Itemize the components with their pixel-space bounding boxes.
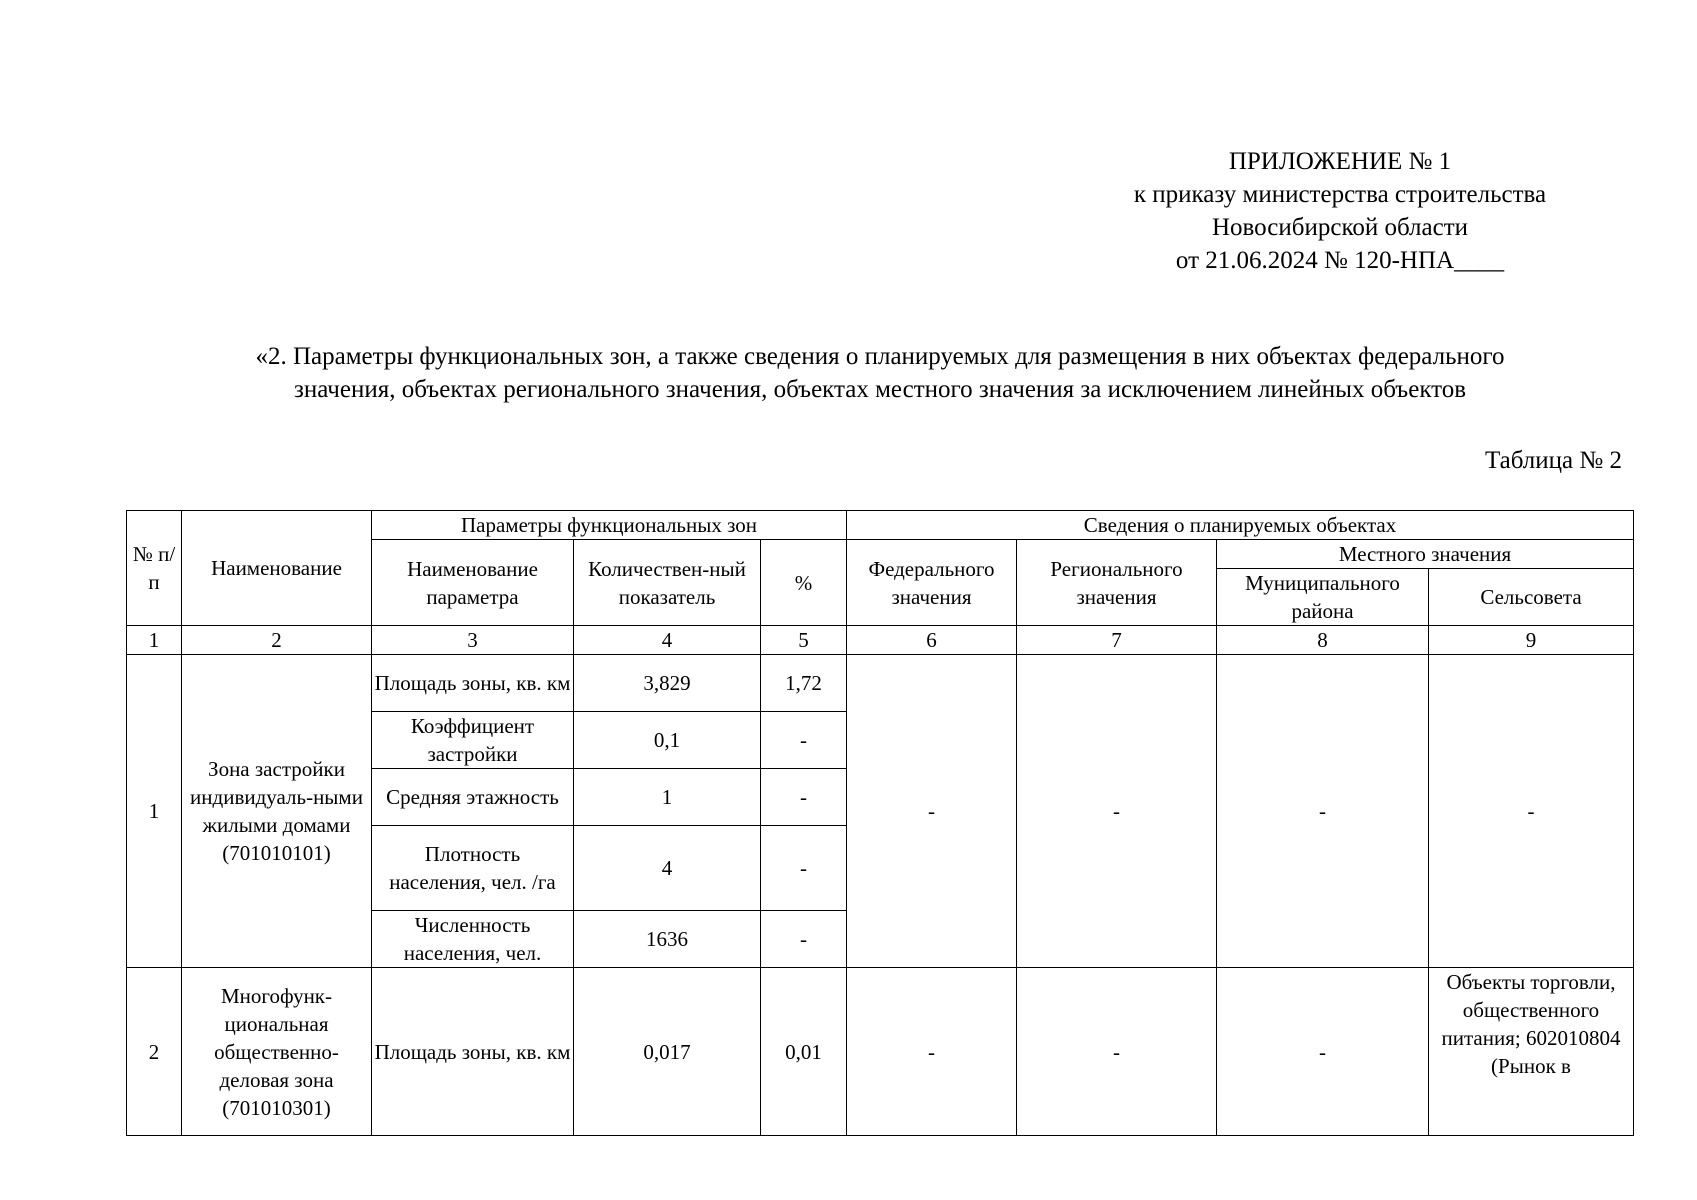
column-number: 7 [1017, 626, 1217, 655]
row-num: 1 [127, 655, 182, 968]
zones-table [126, 510, 1634, 1136]
column-number: 6 [847, 626, 1017, 655]
param-percent: - [761, 826, 847, 911]
row-regional: - [1017, 968, 1217, 1136]
row-village: Объекты торговли, общественного питания; 602010804 (Рынок в [1441, 970, 1621, 1078]
param-percent: - [761, 911, 847, 968]
column-numbers-row [127, 626, 1634, 655]
table-row [127, 655, 1634, 712]
header-name: Наименование [182, 511, 372, 626]
header-num: № п/п [127, 511, 182, 626]
param-name: Площадь зоны, кв. км [372, 655, 574, 712]
param-value: 1 [574, 769, 761, 826]
section-heading-line-2: значения, объектах регионального значения, объектах местного значения за исключением линейных объектов [293, 376, 1467, 403]
param-name: Плотность населения, чел. /га [372, 826, 574, 911]
table-row [127, 968, 1634, 1136]
param-percent: 0,01 [761, 968, 847, 1136]
row-federal: - [847, 655, 1017, 968]
param-value: 3,829 [574, 655, 761, 712]
header-quantity: Количествен-ный показатель [574, 540, 761, 626]
row-village: - [1429, 655, 1634, 968]
param-percent: - [761, 769, 847, 826]
row-regional: - [1017, 655, 1217, 968]
param-name: Коэффициент застройки [372, 712, 574, 769]
row-federal: - [847, 968, 1017, 1136]
column-number: 9 [1429, 626, 1634, 655]
header-zone-params: Параметры функциональных зон [372, 511, 847, 540]
column-number: 2 [182, 626, 372, 655]
appendix-date-number: от 21.06.2024 № 120-НПА____ [1175, 247, 1505, 274]
column-number: 8 [1217, 626, 1429, 655]
row-village-cell [1429, 968, 1634, 1136]
section-heading-line-1: «2. Параметры функциональных зон, а также сведения о планируемых для размещения в них объектах федерального [255, 343, 1505, 370]
row-zone-name: Зона застройки индивидуаль-ными жилыми домами (701010101) [182, 655, 372, 968]
section-heading [155, 340, 1605, 406]
appendix-header [1050, 145, 1630, 277]
param-value: 4 [574, 826, 761, 911]
row-municipal: - [1217, 655, 1429, 968]
header-local: Местного значения [1217, 540, 1634, 569]
param-name: Площадь зоны, кв. км [372, 968, 574, 1136]
param-value: 0,1 [574, 712, 761, 769]
param-percent: 1,72 [761, 655, 847, 712]
row-municipal: - [1217, 968, 1429, 1136]
header-federal: Федерального значения [847, 540, 1017, 626]
header-param-name: Наименование параметра [372, 540, 574, 626]
param-value: 0,017 [574, 968, 761, 1136]
appendix-region-line: Новосибирской области [1211, 214, 1469, 241]
row-zone-name: Многофунк-циональная общественно-деловая зона (701010301) [182, 968, 372, 1136]
param-name: Средняя этажность [372, 769, 574, 826]
appendix-title: ПРИЛОЖЕНИЕ № 1 [1228, 148, 1452, 175]
appendix-order-line: к приказу министерства строительства [1133, 181, 1547, 208]
table-number: Таблица № 2 [1484, 447, 1622, 474]
param-percent: - [761, 712, 847, 769]
header-planned-objects: Сведения о планируемых объектах [847, 511, 1634, 540]
column-number: 3 [372, 626, 574, 655]
header-municipal: Муниципального района [1217, 569, 1429, 626]
header-percent: % [761, 540, 847, 626]
header-regional: Регионального значения [1017, 540, 1217, 626]
header-village: Сельсовета [1429, 569, 1634, 626]
column-number: 5 [761, 626, 847, 655]
row-num: 2 [127, 968, 182, 1136]
param-name: Численность населения, чел. [372, 911, 574, 968]
param-value: 1636 [574, 911, 761, 968]
header-row-1 [127, 511, 1634, 540]
column-number: 4 [574, 626, 761, 655]
column-number: 1 [127, 626, 182, 655]
